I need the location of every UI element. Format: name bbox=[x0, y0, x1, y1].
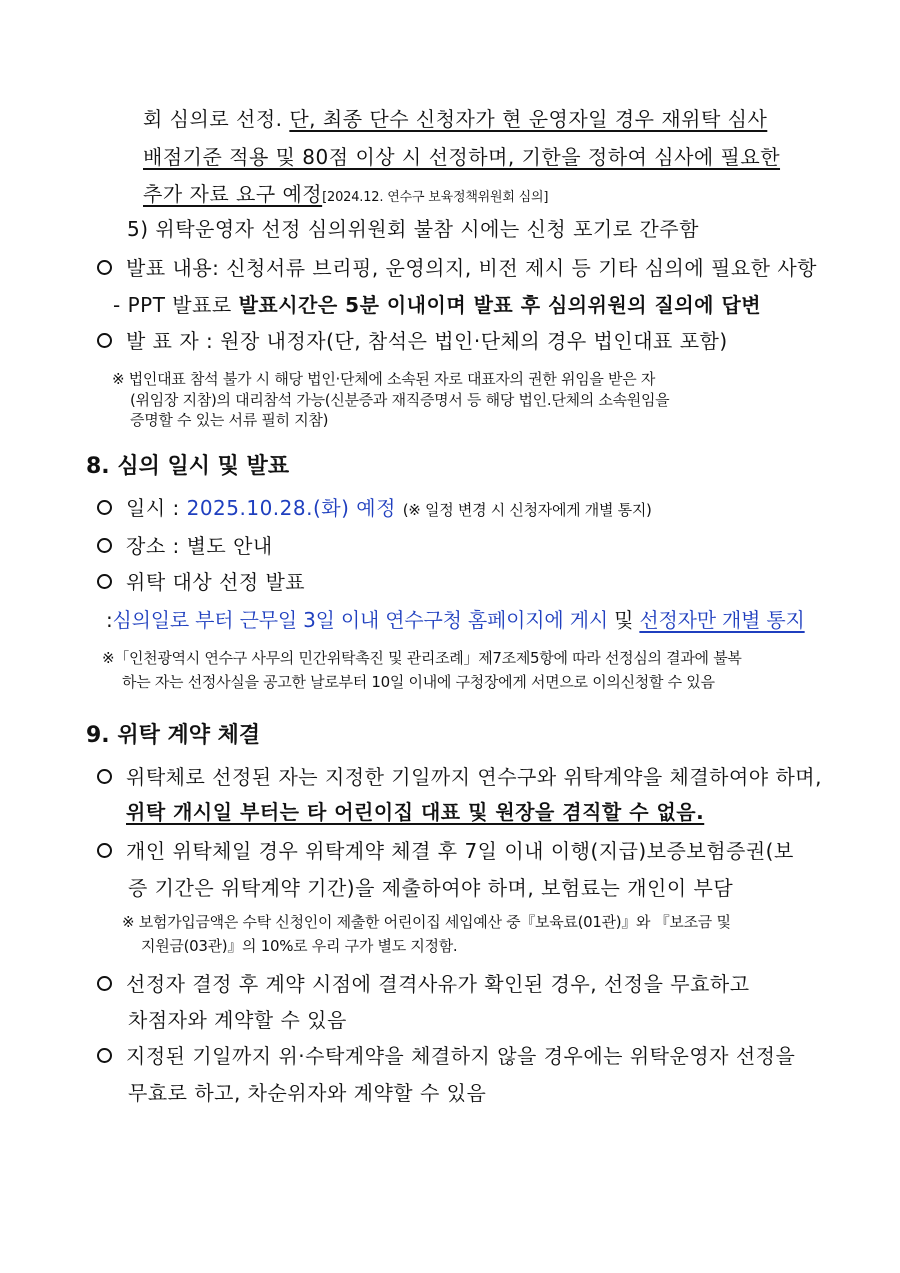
text-line: 위탁 개시일 부터는 타 어린이집 대표 및 원장을 겸직할 수 없음. bbox=[126, 800, 705, 824]
section-heading-8: 8. 심의 일시 및 발표 bbox=[86, 454, 290, 479]
text-line: 차점자와 계약할 수 있음 bbox=[128, 1008, 347, 1032]
circle-bullet-icon bbox=[97, 500, 112, 515]
text-line: 무효로 하고, 차순위자와 계약할 수 있음 bbox=[128, 1081, 487, 1105]
underlined-condition: 단, 최종 단수 신청자가 현 운영자일 경우 재위탁 심사 bbox=[289, 107, 768, 131]
bullet-item: 선정자 결정 후 계약 시점에 결격사유가 확인된 경우, 선정을 무효하고 bbox=[97, 974, 750, 994]
text-line: :심의일로 부터 근무일 3일 이내 연수구청 홈페이지에 게시 및 선정자만 개별 통지 bbox=[106, 608, 805, 632]
text-line: - PPT 발표로 발표시간은 5분 이내이며 발표 후 심의위원의 질의에 답변 bbox=[113, 293, 762, 317]
note-line: ※ 법인대표 참석 불가 시 해당 법인·단체에 소속된 자로 대표자의 권한 위임을 받은 자 bbox=[112, 370, 656, 388]
note-line: 하는 자는 선정사실을 공고한 날로부터 10일 이내에 구청장에게 서면으로 이의신청할 수 있음 bbox=[122, 673, 715, 691]
text-line: 회 심의로 선정. 단, 최종 단수 신청자가 현 운영자일 경우 재위탁 심사 bbox=[143, 107, 768, 131]
circle-bullet-icon bbox=[97, 574, 112, 589]
bullet-item: 개인 위탁체일 경우 위탁계약 체결 후 7일 이내 이행(지급)보증보험증권(보 bbox=[97, 841, 794, 861]
bullet-item: 발표 내용: 신청서류 브리핑, 운영의지, 비전 제시 등 기타 심의에 필요한 사항 bbox=[97, 258, 817, 278]
bullet-item: 발 표 자 : 원장 내정자(단, 참석은 법인·단체의 경우 법인대표 포함) bbox=[97, 331, 728, 351]
text-line: 추가 자료 요구 예정[2024.12. 연수구 보육정책위원회 심의] bbox=[143, 182, 549, 206]
text-line: 증 기간은 위탁계약 기간)을 제출하여야 하며, 보험료는 개인이 부담 bbox=[128, 876, 734, 900]
note-line: 지원금(03관)』의 10%로 우리 구가 별도 지정함. bbox=[141, 937, 458, 955]
note-line: (위임장 지참)의 대리참석 가능(신분증과 재직증명서 등 해당 법인.단체의 소속원임을 bbox=[130, 391, 670, 409]
bullet-item: 장소 : 별도 안내 bbox=[97, 536, 273, 556]
note-line: ※「인천광역시 연수구 사무의 민간위탁촉진 및 관리조례」제7조제5항에 따라 선정심의 결과에 불복 bbox=[102, 649, 742, 667]
circle-bullet-icon bbox=[97, 1048, 112, 1063]
note-line: 증명할 수 있는 서류 필히 지참) bbox=[130, 411, 329, 429]
bullet-item: 위탁 대상 선정 발표 bbox=[97, 572, 305, 592]
circle-bullet-icon bbox=[97, 538, 112, 553]
circle-bullet-icon bbox=[97, 333, 112, 348]
circle-bullet-icon bbox=[97, 260, 112, 275]
text-line: 5) 위탁운영자 선정 심의위원회 불참 시에는 신청 포기로 간주함 bbox=[127, 217, 699, 241]
circle-bullet-icon bbox=[97, 976, 112, 991]
bullet-item: 위탁체로 선정된 자는 지정한 기일까지 연수구와 위탁계약을 체결하여야 하며, bbox=[97, 767, 822, 787]
bullet-item: 지정된 기일까지 위·수탁계약을 체결하지 않을 경우에는 위탁운영자 선정을 bbox=[97, 1046, 795, 1066]
date-value: 2025.10.28.(화) 예정 bbox=[186, 496, 396, 520]
note-line: ※ 보험가입금액은 수탁 신청인이 제출한 어린이집 세입예산 중『보육료(01관)』와 『보조금 및 bbox=[122, 913, 731, 931]
text-line: 배점기준 적용 및 80점 이상 시 선정하며, 기한을 정하여 심사에 필요한 bbox=[143, 145, 781, 169]
note-inline: [2024.12. 연수구 보육정책위원회 심의] bbox=[322, 190, 549, 205]
circle-bullet-icon bbox=[97, 769, 112, 784]
bullet-item: 일시 : 2025.10.28.(화) 예정 (※ 일정 변경 시 신청자에게 개별 통지) bbox=[97, 498, 652, 518]
section-heading-9: 9. 위탁 계약 체결 bbox=[86, 723, 261, 748]
circle-bullet-icon bbox=[97, 843, 112, 858]
